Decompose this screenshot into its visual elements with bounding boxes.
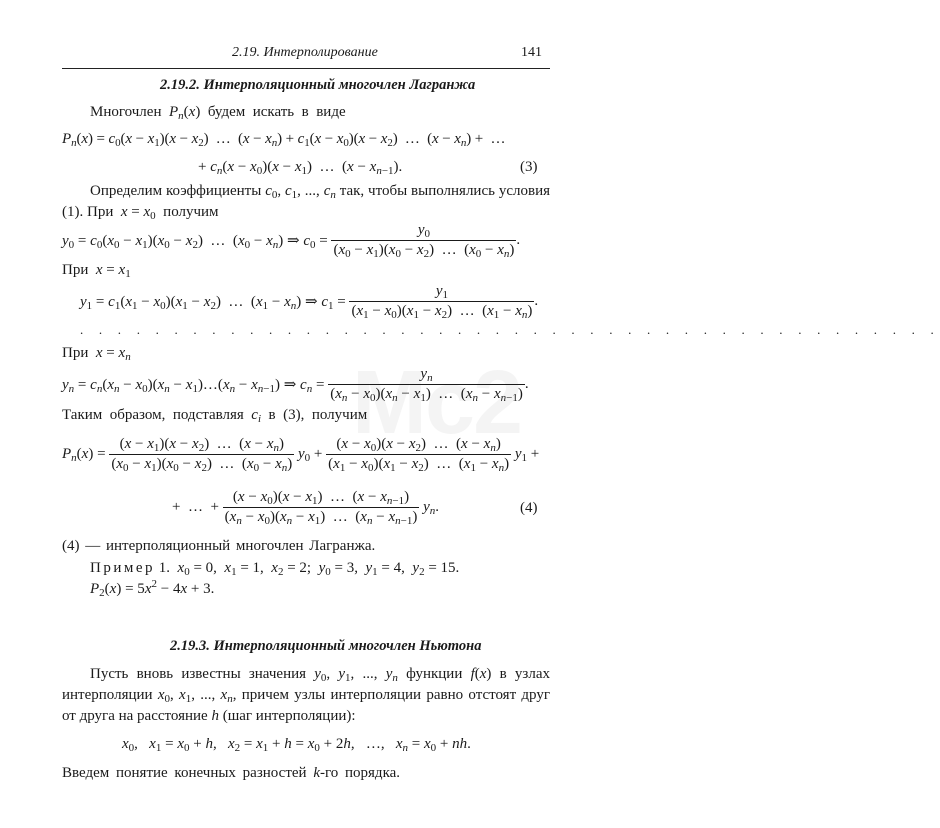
- formula-4-line-2: + … + $\frac{(x - x_0)(x - x_1) \dots (x - x_{n-1})}{(x_n - x_0)(x_n - x_1) \dots (x_n - x_{n-1})}$ $y_n$.: [172, 489, 439, 527]
- example-1: Пример 1. $x_0 = 0$, $x_1 = 1$, $x_2 = 2$; $y_0 = 3$, $y_1 = 4$, $y_2 = 15$.: [90, 560, 460, 578]
- fraction-cn: $\frac{y_n}{(x_n - x_0)(x_n - x_1) \dots (x_n - x_{n-1})}$: [330, 366, 523, 404]
- fraction-term-0: $\frac{(x - x_1)(x - x_2) \dots (x - x_n)}{(x_0 - x_1)(x_0 - x_2) \dots (x_0 - x_n)}$: [111, 436, 293, 474]
- paragraph-8: Введем понятие конечных разностей k-го порядка.: [62, 765, 401, 781]
- formula-4-line-1: $P_n(x)$ = $\frac{(x - x_1)(x - x_2) \dots (x - x_n)}{(x_0 - x_1)(x_0 - x_2) \dots (x_0 - x_n)}$ $y_0$ + $\frac{(x - x_0)(x - x_2) \dots (x - x_n)}{(x_1 - x_0)(x_1 - x_2) \dots (x_1 - x_n)}$ $y_1$ +: [62, 436, 540, 474]
- equation-number-4: (4): [520, 500, 538, 516]
- paragraph-5: Таким образом, подставляя $c_i$ в (3), получим: [62, 407, 368, 425]
- fraction-term-1: $\frac{(x - x_0)(x - x_2) \dots (x - x_n)}{(x_1 - x_0)(x_1 - x_2) \dots (x_1 - x_n)}$: [328, 436, 510, 474]
- fraction-c0: $\frac{y_0}{(x_0 - x_1)(x_0 - x_2) \dots (x_0 - x_n)}$: [333, 222, 515, 260]
- fraction-term-n: $\frac{(x - x_0)(x - x_1) \dots (x - x_{n-1})}{(x_n - x_0)(x_n - x_1) \dots (x_n - x_{n-1})}$: [224, 489, 418, 527]
- formula-cn: $y_n = c_n(x_n - x_0)(x_n$ − $x_1)\dots(x_n - x_{n-1})$ ⇒ $c_n$ = $\frac{y_n}{(x_n - x_0)(x_n - x_1) \dots (x_n - x_{n-1})}$ .: [62, 366, 529, 404]
- section-title-newton: 2.19.3. Интерполяционный многочлен Ньютона: [170, 638, 482, 654]
- formula-3-line-2: + $c_n(x - x_0)(x - x_1)$ … $(x - x_{n-1})$.: [198, 159, 403, 177]
- formula-c1: $y_1 = c_1(x_1 - x_0)(x_1 - x_2)$ … $(x_1 - x_n)$ ⇒ $c_1$ = $\frac{y_1}{(x_1 - x_0)(x_1 - x_2) \dots (x_1 - x_n)}$ .: [80, 283, 539, 321]
- paragraph-2: Определим коэффициенты $c_0$, $c_1$, ..., $c_n$ так, чтобы выполнялись условия (1). При $x = x_0$ получим: [62, 183, 550, 222]
- running-header-section: 2.19. Интерполирование: [232, 45, 378, 60]
- fraction-c1: $\frac{y_1}{(x_1 - x_0)(x_1 - x_2) \dots (x_1 - x_n)}$: [351, 283, 533, 321]
- formula-nodes: $x_0$, $x_1 = x_0 + h$, $x_2 = x_1 + h = x_0 + 2h$, …, $x_n = x_0$ + nh.: [122, 736, 471, 754]
- formula-3-line-1: $P_n(x) = c_0(x - x_1)(x - x_2)$ … $(x - x_n) + c_1(x - x_0)(x - x_2)$ … $(x - x_n)$ + …: [62, 131, 506, 149]
- paragraph-6: (4) — интерполяционный многочлен Лагранжа.: [62, 538, 376, 554]
- header-rule: [62, 68, 550, 69]
- formula-c0: $y_0 = c_0(x_0 - x_1)(x_0 - x_2)$ … $(x_0 - x_n)$ ⇒ $c_0$ = $\frac{y_0}{(x_0 - x_1)(x_0 - x_2) \dots (x_0 - x_n)}$ .: [62, 222, 521, 260]
- section-title-lagrange: 2.19.2. Интерполяционный многочлен Лагранжа: [160, 77, 476, 93]
- paragraph-1: Многочлен $P_n(x)$ будем искать в виде: [90, 104, 346, 122]
- paragraph-3: При $x = x_1$: [62, 262, 131, 280]
- paragraph-4: При $x = x_n$: [62, 345, 131, 363]
- example-1-result: $P_2(x) = 5x^2 - 4x + 3$.: [90, 578, 215, 599]
- equation-number-3: (3): [520, 159, 538, 175]
- paragraph-7: Пусть вновь известны значения $y_0$, $y_1$, ..., $y_n$ функции f(x) в узлах интерполяции $x_0$, $x_1$, ..., $x_n$, причем узлы интерполяции равно отстоят друг от друга на расстояние h (шаг интерполяции):: [62, 666, 550, 724]
- dotted-separator: . . . . . . . . . . . . . . . . . . . . . . . . . . . . . . . . . . . . . . . . . . . . . .: [80, 322, 940, 337]
- page-number: 141: [521, 45, 542, 60]
